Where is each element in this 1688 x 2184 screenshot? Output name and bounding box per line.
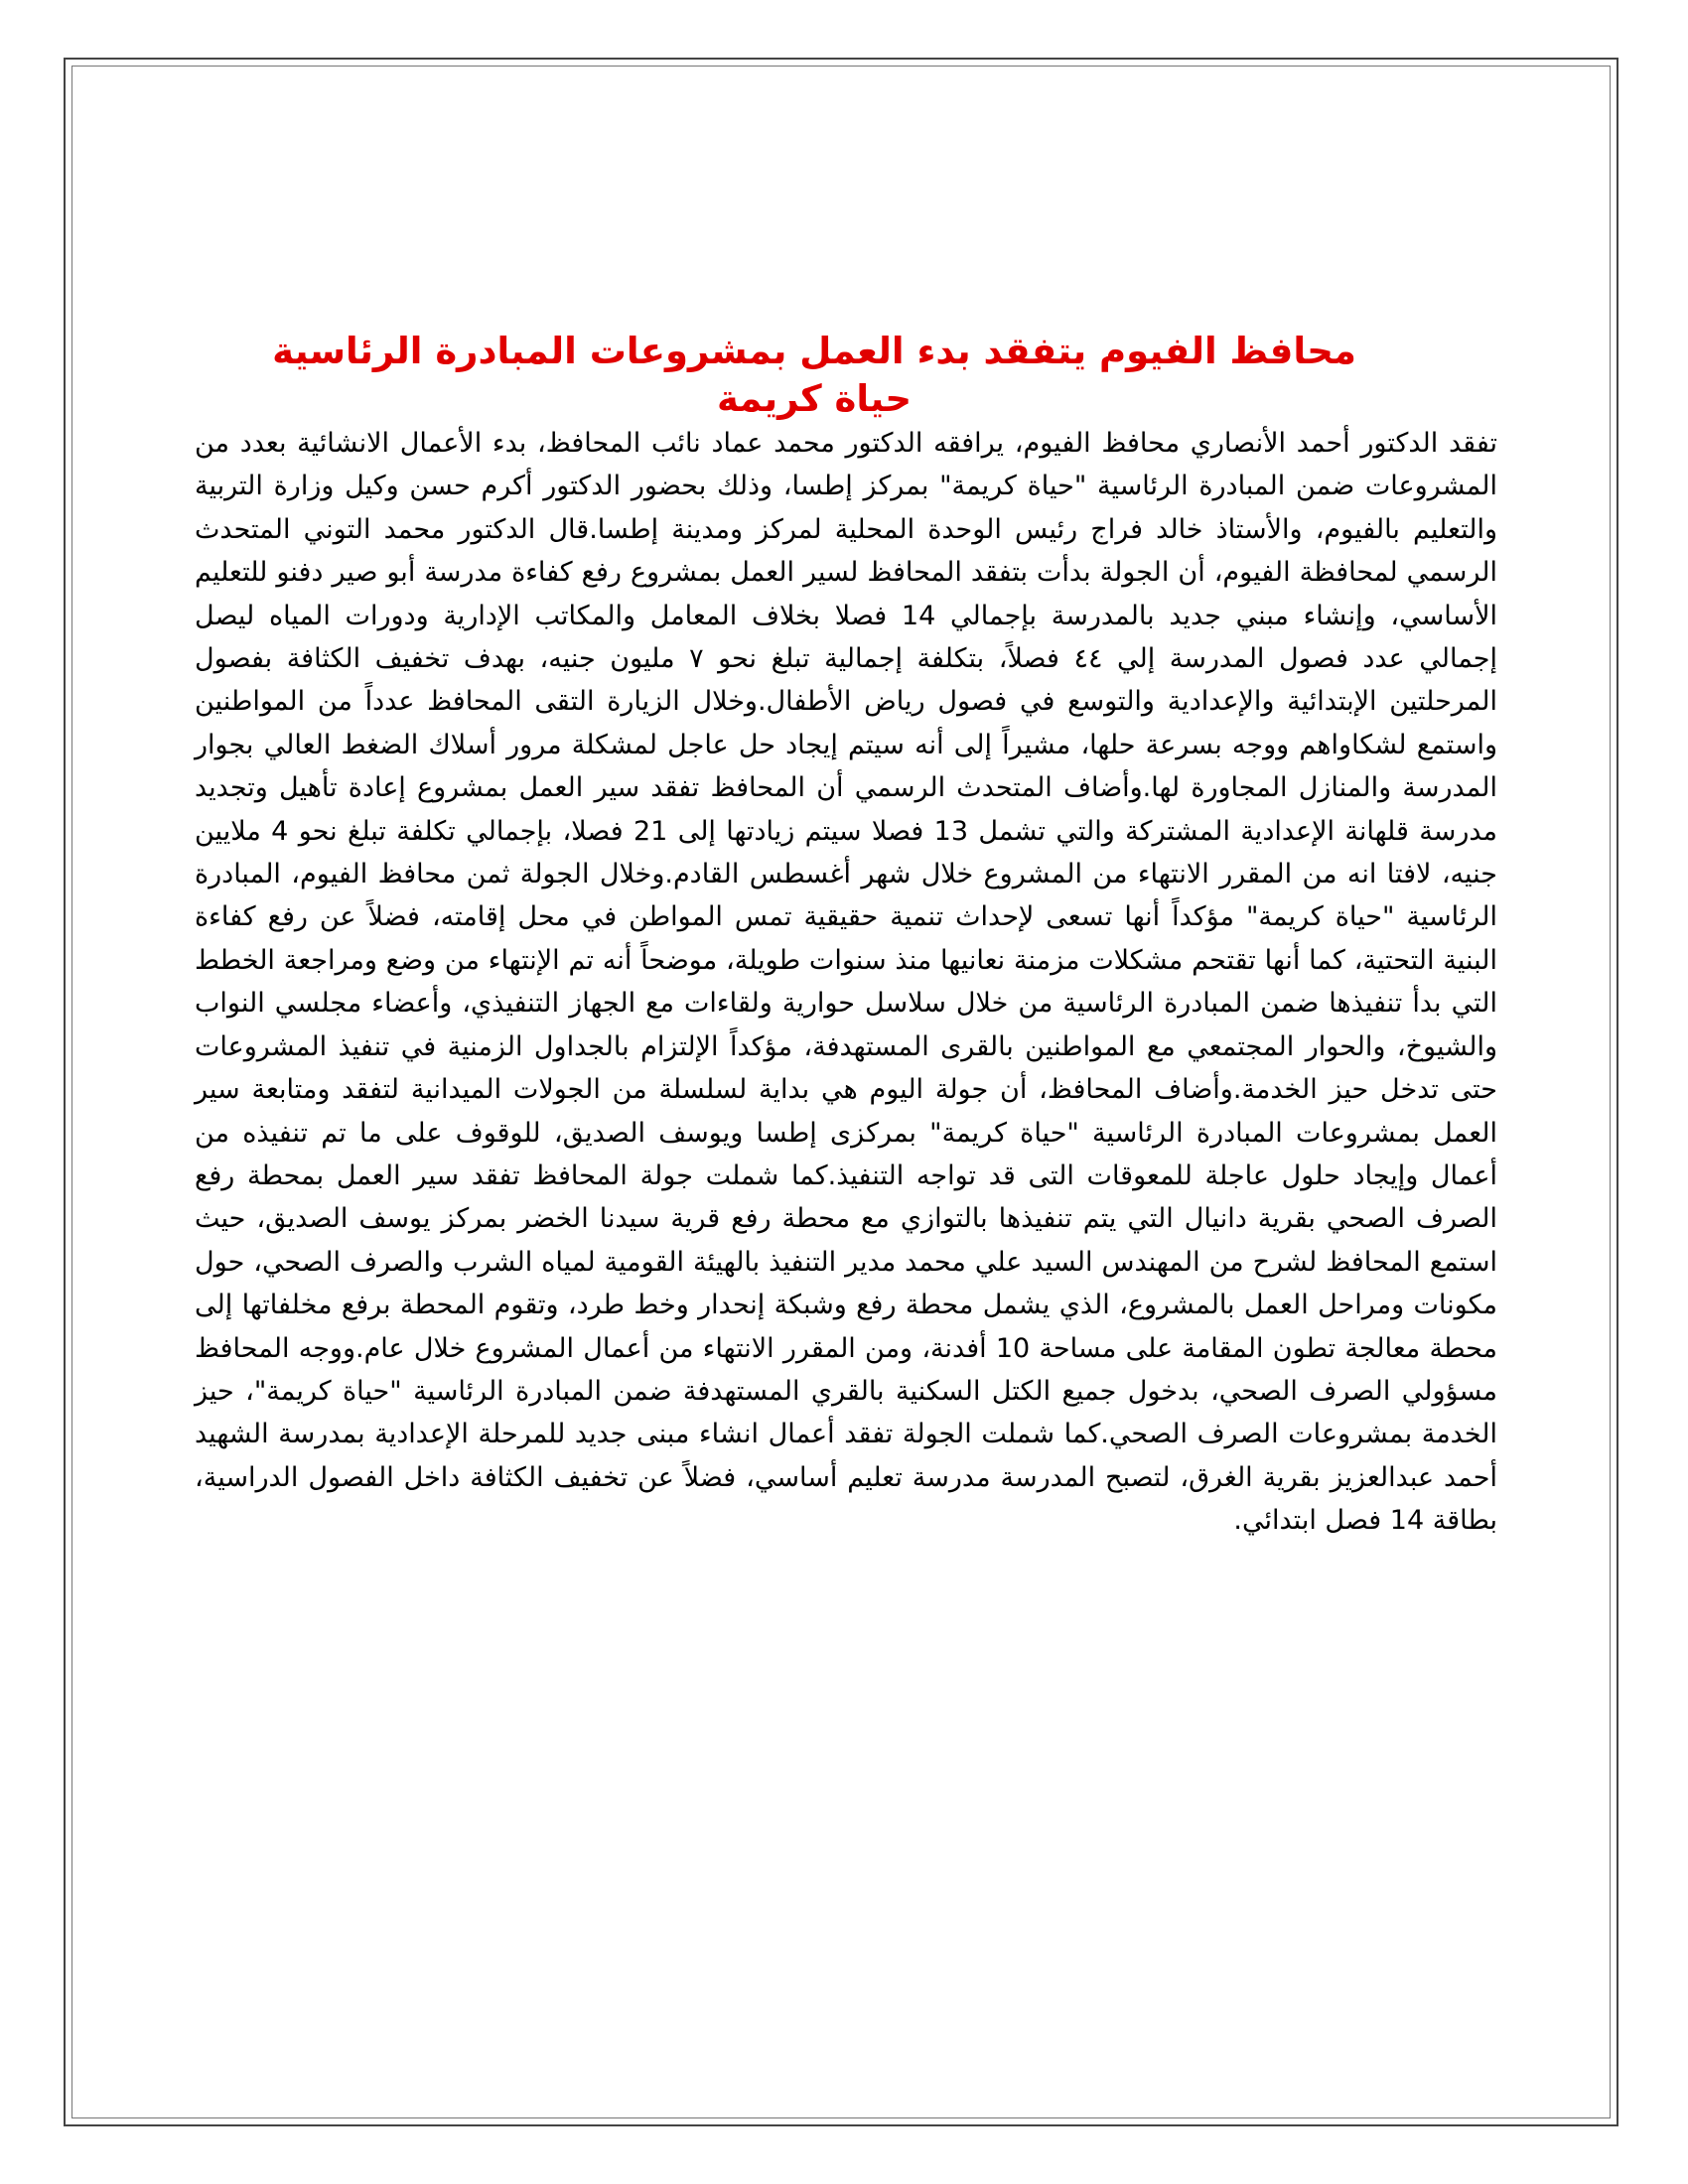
article-body: تفقد الدكتور أحمد الأنصاري محافظ الفيوم، يرافقه الدكتور محمد عماد نائب المحافظ، بدء الأعمال الانشائية بعدد من المشروعات ضمن المبادرة الرئاسية "حياة كريمة" بمركز إطسا، وذلك بحضور الدكتور أكرم حسن وكيل وزارة التربية والتعليم بالفيوم، والأستاذ خالد فراج رئيس الوحدة المحلية لمركز ومدينة إطسا.قال الدكتور محمد التوني المتحدث الرسمي لمحافظة الفيوم، أن الجولة بدأت بتفقد المحافظ لسير العمل بمشروع رفع كفاءة مدرسة أبو صير دفنو للتعليم الأساسي، وإنشاء مبني جديد بالمدرسة بإجمالي 14 فصلا بخلاف المعامل والمكاتب الإدارية ودورات المياه ليصل إجمالي عدد فصول المدرسة إلي ٤٤ فصلاً، بتكلفة إجمالية تبلغ نحو ٧ مليون جنيه، بهدف تخفيف الكثافة بفصول المرحلتين الإبتدائية والإعدادية والتوسع في فصول رياض الأطفال.وخلال الزيارة التقى المحافظ عدداً من المواطنين واستمع لشكاواهم ووجه بسرعة حلها، مشيراً إلى أنه سيتم إيجاد حل عاجل لمشكلة مرور أسلاك الضغط العالي بجوار المدرسة والمنازل المجاورة لها.وأضاف المتحدث الرسمي أن المحافظ تفقد سير العمل بمشروع إعادة تأهيل وتجديد مدرسة قلهانة الإعدادية المشتركة والتي تشمل 13 فصلا سيتم زيادتها إلى 21 فصلا، بإجمالي تكلفة تبلغ نحو 4 ملايين جنيه، لافتا انه من المقرر الانتهاء من المشروع خلال شهر أغسطس القادم.وخلال الجولة ثمن محافظ الفيوم، المبادرة الرئاسية "حياة كريمة" مؤكداً أنها تسعى لإحداث تنمية حقيقية تمس المواطن في محل إقامته، فضلاً عن رفع كفاءة البنية التحتية، كما أنها تقتحم مشكلات مزمنة نعانيها منذ سنوات طويلة، موضحاً أنه تم الإنتهاء من وضع ومراجعة الخطط التي بدأ تنفيذها ضمن المبادرة الرئاسية من خلال سلاسل حوارية ولقاءات مع الجهاز التنفيذي، وأعضاء مجلسي النواب والشيوخ، والحوار المجتمعي مع المواطنين بالقرى المستهدفة، مؤكداً الإلتزام بالجداول الزمنية في تنفيذ المشروعات حتى تدخل حيز الخدمة.وأضاف المحافظ، أن جولة اليوم هي بداية لسلسلة من الجولات الميدانية لتفقد ومتابعة سير العمل بمشروعات المبادرة الرئاسية "حياة كريمة" بمركزى إطسا ويوسف الصديق، للوقوف على ما تم تنفيذه من أعمال وإيجاد حلول عاجلة للمعوقات التى قد تواجه التنفيذ.كما شملت جولة المحافظ تفقد سير العمل بمحطة رفع الصرف الصحي بقرية دانيال التي يتم تنفيذها بالتوازي مع محطة رفع قرية سيدنا الخضر بمركز يوسف الصديق، حيث استمع المحافظ لشرح من المهندس السيد علي محمد مدير التنفيذ بالهيئة القومية لمياه الشرب والصرف الصحي، حول مكونات ومراحل العمل بالمشروع، الذي يشمل محطة رفع وشبكة إنحدار وخط طرد، وتقوم المحطة برفع مخلفاتها إلى محطة معالجة تطون المقامة على مساحة 10 أفدنة، ومن المقرر الانتهاء من أعمال المشروع خلال عام.ووجه المحافظ مسؤولي الصرف الصحي، بدخول جميع الكتل السكنية بالقري المستهدفة ضمن المبادرة الرئاسية "حياة كريمة"، حيز الخدمة بمشروعات الصرف الصحي.كما شملت الجولة تفقد أعمال انشاء مبنى جديد للمرحلة الإعدادية بمدرسة الشهيد أحمد عبدالعزيز بقرية الغرق، لتصبح المدرسة مدرسة تعليم أساسي، فضلاً عن تخفيف الكثافة داخل الفصول الدراسية، بطاقة 14 فصل ابتدائي. [195,428,1498,1537]
article-title: محافظ الفيوم يتفقد بدء العمل بمشروعات المبادرة الرئاسية حياة كريمة [272,330,1356,420]
